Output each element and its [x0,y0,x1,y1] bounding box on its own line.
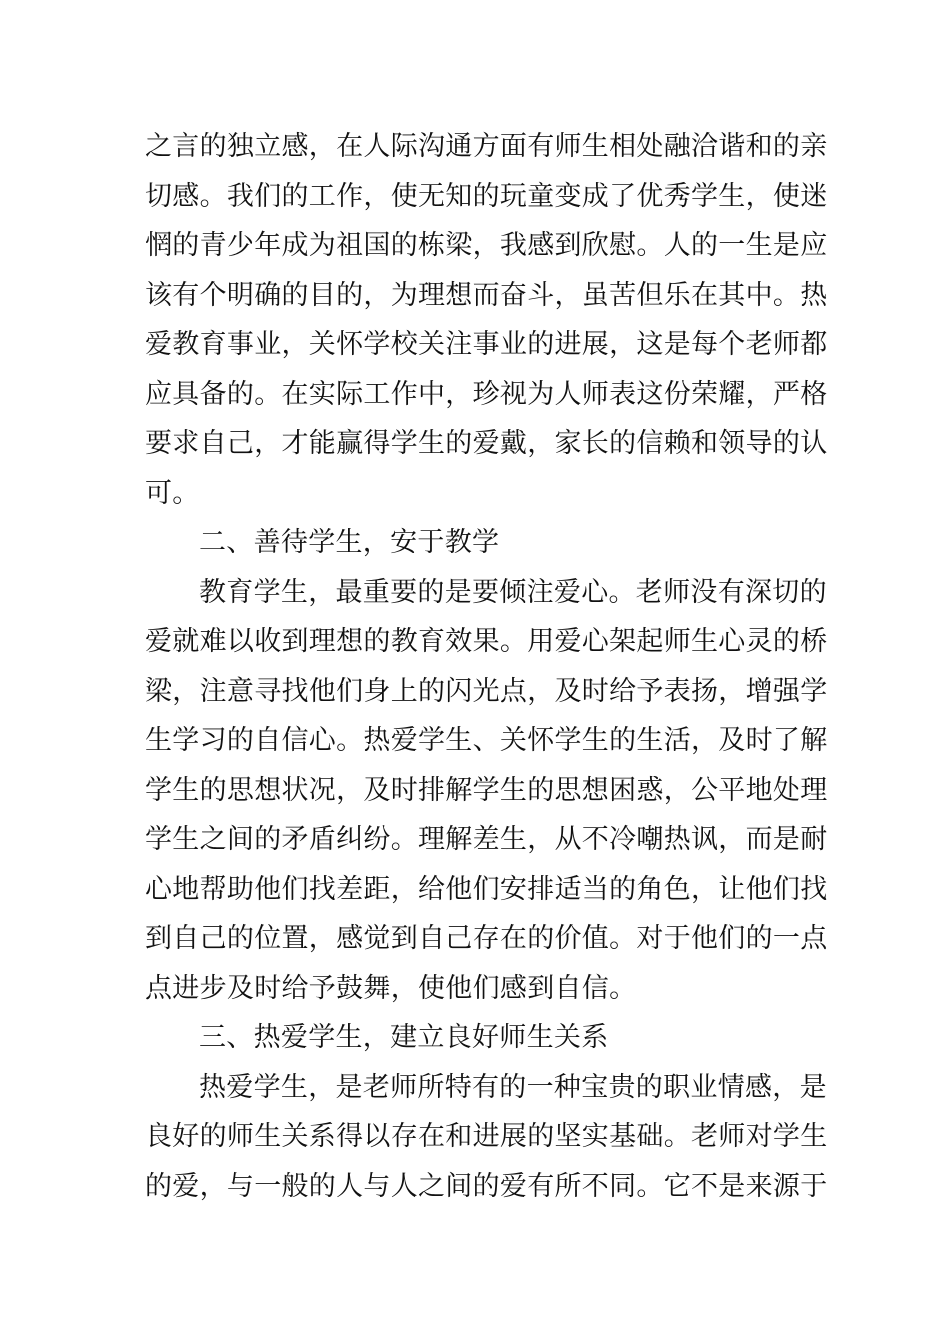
text-line: 梁，注意寻找他们身上的闪光点，及时给予表扬，增强学 [145,675,828,707]
text-line: 二、善待学生，安于教学 [199,527,500,558]
text-line: 可。 [145,477,200,509]
text-line: 生学习的自信心。热爱学生、关怀学生的生活，及时了解 [145,725,828,756]
text-line: 之言的独立感，在人际沟通方面有师生相处融洽谐和的亲 [145,131,828,162]
text-line: 学生之间的矛盾纠纷。理解差生，从不冷嘲热讽，而是耐 [145,824,828,855]
text-line: 应具备的。在实际工作中，珍视为人师表这份荣耀，严格 [145,378,828,410]
text-line: 到自己的位置，感觉到自己存在的价值。对于他们的一点 [145,923,828,954]
text-line: 要求自己，才能赢得学生的爱戴，家长的信赖和领导的认 [145,428,828,459]
text-line: 三、热爱学生，建立良好师生关系 [199,1022,609,1053]
text-line: 该有个明确的目的，为理想而奋斗，虽苦但乐在其中。热 [145,279,828,311]
text-line: 的爱，与一般的人与人之间的爱有所不同。它不是来源于 [145,1170,828,1202]
text-line: 爱就难以收到理想的教育效果。用爱心架起师生心灵的桥 [145,626,828,657]
text-line: 热爱学生，是老师所特有的一种宝贵的职业情感，是 [199,1071,827,1103]
text-line: 切感。我们的工作，使无知的玩童变成了优秀学生，使迷 [145,180,828,212]
text-line: 惘的青少年成为祖国的栋梁，我感到欣慰。人的一生是应 [145,230,828,261]
text-line: 心地帮助他们找差距，给他们安排适当的角色，让他们找 [145,873,828,905]
text-line: 学生的思想状况，及时排解学生的思想困惑，公平地处理 [145,774,828,806]
text-line: 点进步及时给予鼓舞，使他们感到自信。 [145,972,637,1004]
text-line: 教育学生，最重要的是要倾注爱心。老师没有深切的 [199,576,827,608]
text-line: 爱教育事业，关怀学校关注事业的进展，这是每个老师都 [145,329,828,360]
document-body-text [145,122,828,1211]
text-line: 良好的师生关系得以存在和进展的坚实基础。老师对学生 [145,1121,828,1152]
